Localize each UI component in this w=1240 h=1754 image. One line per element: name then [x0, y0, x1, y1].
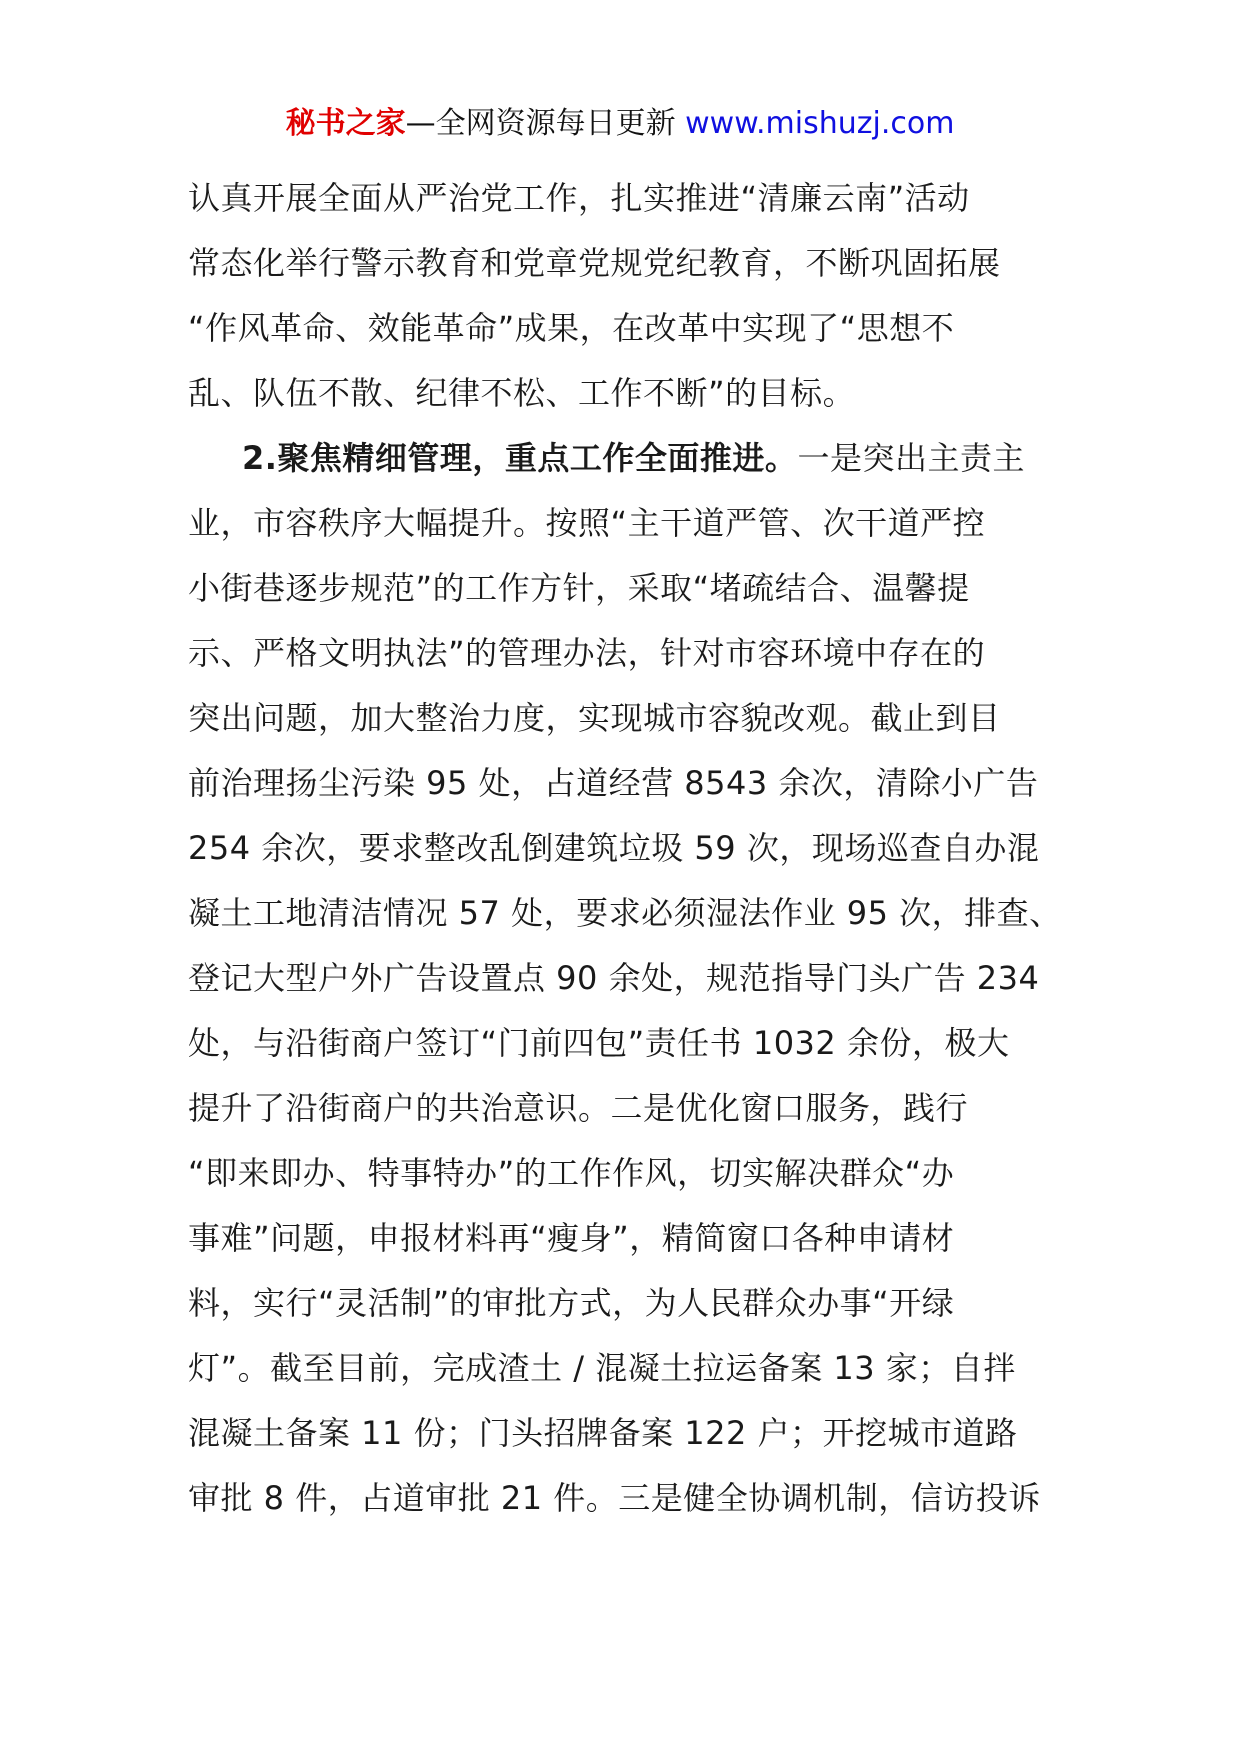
text-line: 料，实行“灵活制”的审批方式，为人民群众办事“开绿 [188, 1284, 955, 1322]
text-line: “作风革命、效能革命”成果，在改革中实现了“思想不 [188, 309, 955, 347]
text-line: 前治理扬尘污染 95 处，占道经营 8543 余次，清除小广告 [188, 764, 1039, 802]
text-line: 提升了沿街商户的共治意识。二是优化窗口服务，践行 [188, 1089, 969, 1127]
text-line: 254 余次，要求整改乱倒建筑垃圾 59 次，现场巡查自办混 [188, 829, 1040, 867]
section-heading: 2.聚焦精细管理，重点工作全面推进。 [242, 439, 798, 477]
section-heading-continuation: 一是突出主责主 [797, 439, 1025, 477]
text-line: “即来即办、特事特办”的工作作风，切实解决群众“办 [188, 1154, 955, 1192]
text-line: 灯”。截至目前，完成渣土 / 混凝土拉运备案 13 家；自拌 [188, 1349, 1016, 1387]
text-line: 登记大型户外广告设置点 90 余处，规范指导门头广告 234 [188, 959, 1040, 997]
text-line: 事难”问题，申报材料再“瘦身”，精简窗口各种申请材 [188, 1219, 955, 1257]
section-heading-line [188, 426, 1068, 491]
text-line: 混凝土备案 11 份；门头招牌备案 122 户；开挖城市道路 [188, 1414, 1018, 1452]
text-line: 业，市容秩序大幅提升。按照“主干道严管、次干道严控 [188, 504, 986, 542]
text-line: 乱、队伍不散、纪律不松、工作不断”的目标。 [188, 374, 856, 412]
site-brand: 秘书之家 [285, 106, 406, 141]
text-line: 示、严格文明执法”的管理办法，针对市容环境中存在的 [188, 634, 986, 672]
text-line: 突出问题，加大整治力度，实现城市容貌改观。截止到目 [188, 699, 1001, 737]
text-line: 凝土工地清洁情况 57 处，要求必须湿法作业 95 次，排查、 [188, 894, 1062, 932]
text-line: 认真开展全面从严治党工作，扎实推进“清廉云南”活动 [188, 179, 970, 217]
text-line: 处，与沿街商户签订“门前四包”责任书 1032 余份，极大 [188, 1024, 1010, 1062]
site-header [0, 104, 1240, 144]
document-body [188, 166, 1068, 1531]
text-line: 常态化举行警示教育和党章党规党纪教育，不断巩固拓展 [188, 244, 1001, 282]
text-line: 审批 8 件，占道审批 21 件。三是健全协调机制，信访投诉 [188, 1479, 1041, 1517]
site-tagline: —全网资源每日更新 [405, 106, 686, 141]
text-line: 小街巷逐步规范”的工作方针，采取“堵疏结合、温馨提 [188, 569, 970, 607]
site-url[interactable]: www.mishuzj.com [685, 106, 955, 141]
